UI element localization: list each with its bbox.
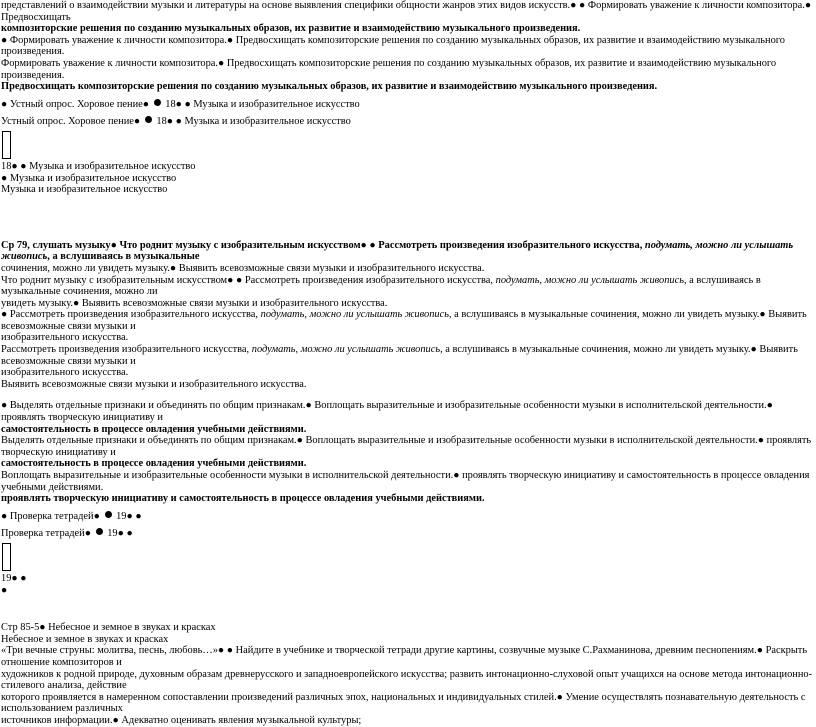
text-line: Выявить всевозможные связи музыки и изобразительного искусства. [1,378,307,390]
text-fragment: подумать, можно ли услышать живопись [1,239,794,263]
text-line [1,240,813,263]
text-line [1,344,813,367]
text-line: Небесное и земное в звуках и красках [1,633,169,645]
text-line: композиторские решения по созданию музыкальных образов, их развитие и взаимодействию музыкального произведения. [1,23,581,35]
document-page [1,0,813,727]
text-fragment: Что роднит музыку с изобразительным искусством● ● Рассмотреть произведения изобразительного искусства, [1,274,494,286]
text-line: 19● ● [1,572,27,584]
text-line: самостоятельность в процессе овладения учебными действиями. [1,423,307,435]
text-line [1,99,813,111]
text-line: проявлять творческую инициативу и самостоятельность в процессе овладения учебными действиями. [1,493,485,505]
text-line: самостоятельность в процессе овладения учебными действиями. [1,458,307,470]
text-fragment: 18● ● Музыка и изобразительное искусство [156,116,351,128]
text-line [1,309,813,332]
bullet-icon [96,528,103,535]
text-line [1,511,813,523]
text-line: увидеть музыку.● Выявить всевозможные связи музыки и изобразительного искусства. [1,297,388,309]
text-line: ● [1,584,8,596]
text-fragment: подумать, можно ли услышать живопись [260,309,449,321]
text-line: сочинения, можно ли увидеть музыку.● Выявить всевозможные связи музыки и изобразительного искусства. [1,262,485,274]
text-line [1,116,813,128]
bullet-icon [145,116,152,123]
text-fragment: Устный опрос. Хоровое пение● [1,116,141,128]
table-cell-box [2,543,11,571]
text-fragment: подумать, можно ли услышать живопись [495,274,684,286]
text-fragment: Рассмотреть произведения изобразительного искусства, [1,344,250,356]
text-line: изобразительного искусства. [1,367,129,379]
text-fragment: 19● ● [107,528,133,540]
text-line: Музыка и изобразительное искусство [1,184,168,196]
text-line: представлений о взаимодействии музыки и литературы на основе выявления специфики общности жанров этих видов искусств.● ● Формировать уважение к личности композитора.● Предвосхищать [1,0,812,23]
text-line: Воплощать выразительные и изобразительные особенности музыки в исполнительской деятельности.● проявлять творческую инициативу и самостоятельность в процессе овладения учебными действиями. [1,470,810,493]
text-fragment: Проверка тетрадей● [1,528,92,540]
text-line: ● Выделять отдельные признаки и объединять по общим признакам.● Воплощать выразительные и изобразительные особенности музыки в исполнительской деятельности.● проявлять творческую инициативу и [1,400,773,424]
text-fragment: Ср 79, слушать музыку● Что роднит музыку с изобразительным искусством● ● Рассмотреть произведения изобразительного искусства, [1,239,643,251]
text-line: художников к родной природе, духовным образам древнерусского и западноевропейского искусства; развить интонационно-слуховой опыт учащихся на основе метода интонационно-стилевого анализа, действие [1,668,813,692]
text-line: Выделять отдельные признаки и объединять по общим признакам.● Воплощать выразительные и изобразительные особенности музыки в исполнительской деятельности.● проявлять творческую инициативу и [1,435,812,458]
text-line: изобразительного искусства. [1,332,129,344]
table-cell-box [2,131,11,159]
text-line: ● Формировать уважение к личности композитора.● Предвосхищать композиторские решения по созданию музыкальных образов, их развитие и взаимодействию музыкального произведения. [1,34,786,58]
text-line: ● Музыка и изобразительное искусство [1,172,177,184]
text-fragment: ● Рассмотреть произведения изобразительного искусства, [1,309,259,321]
text-fragment: , а вслушиваясь в музыкальные сочинения, можно ли увидеть музыку.● Выявить всевозможные связи музыки и [1,344,798,367]
text-fragment: , а вслушиваясь в музыкальные сочинения, можно ли увидеть музыку.● Выявить всевозможные связи музыки и [1,309,807,332]
bullet-icon [105,511,112,518]
text-line: источников информации.● Адекватно оценивать явления музыкальной культуры; [1,714,362,726]
text-line: которого проявляется в намеренном сопоставлении произведений различных эпох, национальных и индивидуальных стилей.● Умение осуществлять познавательную деятельность с использованием различных [1,691,806,715]
text-fragment: ● Устный опрос. Хоровое пение● [1,98,150,110]
text-fragment: ● Проверка тетрадей● [1,510,100,522]
text-fragment: подумать, можно ли услышать живопись [251,344,441,356]
text-line [1,275,813,298]
text-line: Стр 85-5● Небесное и земное в звуках и красках [1,622,216,634]
text-line: 18● ● Музыка и изобразительное искусство [1,160,196,172]
text-line: «Три вечные струны: молитва, песнь, любовь…»● ● Найдите в учебнике и творческой тетради другие картины, созвучные музыке С.Рахманинова, древним песнопениям.● Раскрыть отношение композиторов и [1,645,808,668]
text-fragment: 19● ● [116,510,142,522]
text-fragment: , а вслушиваясь в музыкальные сочинения, можно ли [1,274,761,298]
text-line: Предвосхищать композиторские решения по созданию музыкальных образов, их развитие и взаимодействию музыкального произведения. [1,81,658,93]
text-fragment: , а вслушиваясь в музыкальные [47,251,200,263]
text-line: Формировать уважение к личности композитора.● Предвосхищать композиторские решения по созданию музыкальных образов, их развитие и взаимодействию музыкального произведения. [1,57,777,81]
text-line [1,528,813,540]
bullet-icon [154,99,161,106]
text-fragment: 18● ● Музыка и изобразительное искусство [165,98,360,110]
